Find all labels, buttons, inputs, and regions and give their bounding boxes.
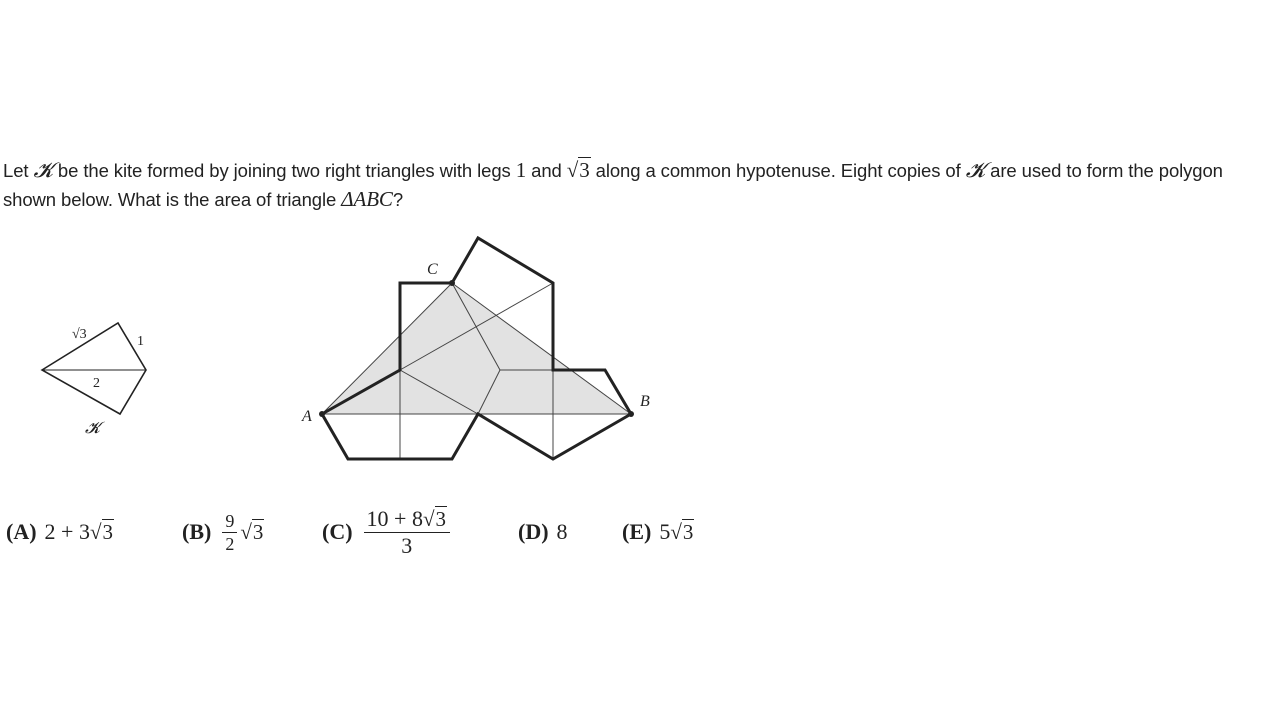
kite-name: 𝓚 — [85, 420, 100, 437]
vertex-c — [449, 280, 455, 286]
numerator — [364, 507, 450, 533]
problem-text: and — [526, 160, 567, 181]
leg-sqrt3: √3 — [566, 158, 590, 182]
problem-text: are used to form the polygon shown below. What is the area of triangle — [3, 160, 1223, 210]
choice-letter: (E) — [622, 519, 652, 544]
sqrt: √3 — [89, 519, 113, 544]
label-b: B — [640, 393, 650, 410]
choice-letter: (D) — [518, 519, 549, 544]
radicand: 3 — [252, 519, 264, 544]
problem-text: ? — [392, 189, 404, 210]
vertex-a — [319, 411, 325, 417]
denominator: 3 — [401, 532, 413, 558]
choice-term: 8 — [556, 519, 568, 544]
triangle-abc — [322, 283, 631, 414]
numerator: 9 — [222, 511, 237, 533]
vertex-b — [628, 411, 634, 417]
problem-text: along a common hypotenuse. Eight copies of — [590, 160, 966, 181]
sqrt: √3 — [670, 519, 694, 544]
choice-c[interactable] — [322, 500, 453, 564]
kite-label-sqrt3: √3 — [72, 327, 87, 342]
sqrt: √3 — [422, 506, 446, 531]
choice-letter: (A) — [6, 519, 37, 544]
fraction — [364, 507, 450, 558]
label-c: C — [427, 261, 438, 278]
answer-choices — [6, 500, 766, 564]
kite-outline — [42, 323, 146, 414]
choice-term: 2 + 3 — [44, 519, 90, 544]
choice-term: 5 — [659, 519, 671, 544]
sqrt: √3 — [240, 519, 264, 544]
choice-d[interactable] — [518, 500, 568, 564]
problem-text: Let — [3, 160, 34, 181]
problem-statement — [3, 156, 1277, 214]
kite-label-2: 2 — [93, 376, 100, 391]
choice-a[interactable] — [6, 500, 114, 564]
radicand: 3 — [102, 519, 113, 544]
kite-symbol: 𝓚 — [33, 158, 53, 182]
kite-diagram — [42, 323, 146, 414]
fraction — [222, 511, 237, 554]
numerator-term: 10 + 8 — [366, 505, 423, 531]
leg-one: 1 — [515, 158, 527, 182]
kite-label-1: 1 — [137, 334, 144, 349]
figure — [30, 228, 660, 468]
label-a: A — [302, 408, 312, 425]
radicand: 3 — [435, 506, 446, 531]
choice-e[interactable] — [622, 500, 694, 564]
choice-letter: (B) — [182, 519, 212, 544]
triangle-name: ΔABC — [341, 187, 393, 211]
choice-b[interactable] — [182, 500, 264, 564]
problem-text: be the kite formed by joining two right triangles with legs — [52, 160, 516, 181]
choice-letter: (C) — [322, 519, 353, 544]
radicand: 3 — [682, 519, 694, 544]
radicand: 3 — [579, 158, 590, 182]
denominator: 2 — [225, 533, 235, 554]
kite-symbol: 𝓚 — [965, 158, 986, 182]
